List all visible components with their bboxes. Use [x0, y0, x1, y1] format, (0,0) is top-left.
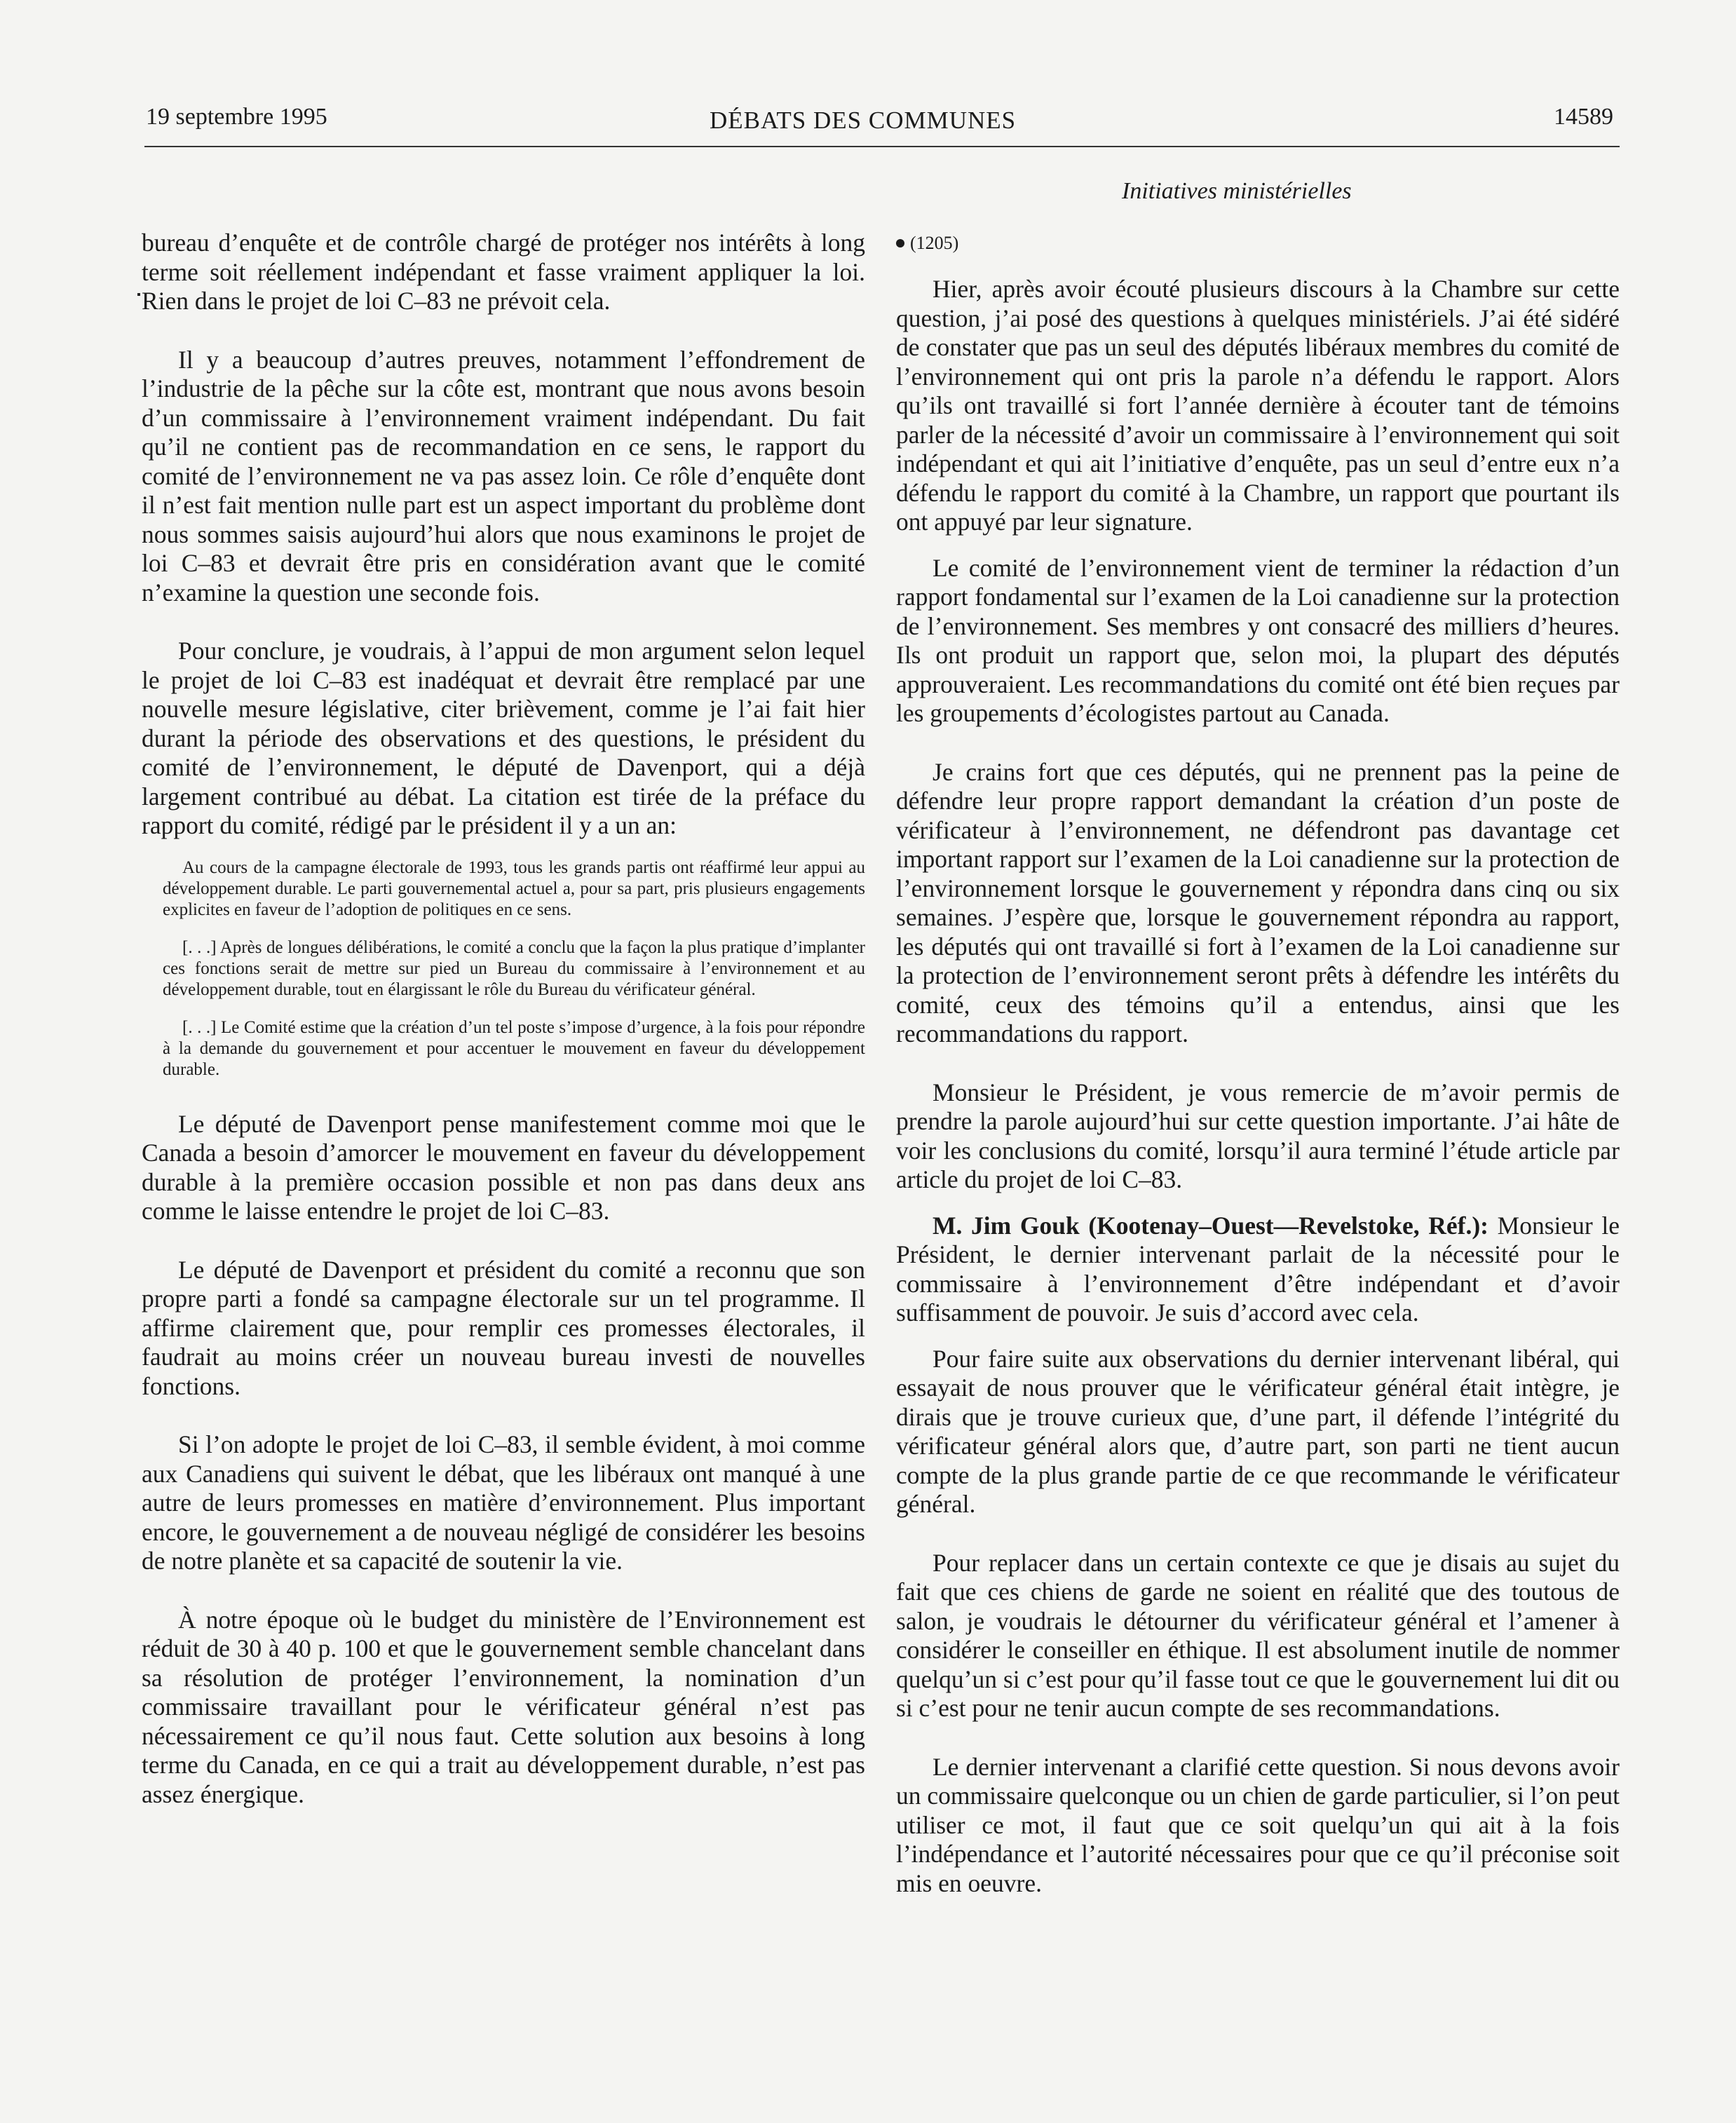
right-paragraph-4: Monsieur le Président, je vous remercie de m’avoir permis de prendre la parole aujourd’hui sur cette question importante. J’ai hâte de voir les conclusions du comité, lorsqu’il aura terminé l’étude article par article du projet de loi C–83. [896, 1078, 1620, 1193]
left-paragraph-1: bureau d’enquête et de contrôle chargé de protéger nos intérêts à long terme soit réellement indépendant et fasse vraiment appliquer la loi. Rien dans le projet de loi C–83 ne prévoit cela. [142, 229, 865, 315]
left-paragraph-4: Le député de Davenport pense manifestement comme moi que le Canada a besoin d’amorcer le mouvement en faveur du développement durable à la première occasion possible et non pas dans deux ans comme le laisse entendre le projet de loi C–83. [142, 1109, 865, 1225]
left-column [142, 229, 865, 1809]
right-paragraph-2: Le comité de l’environnement vient de terminer la rédaction d’un rapport fondamental sur l’examen de la Loi canadienne sur la protection de l’environnement. Ses membres y ont consacré des milliers d’heures. Ils ont produit un rapport que, selon moi, la plupart des députés approuveraient. Les recommandations du comité ont été bien reçues par les groupements d’écologistes partout au Canada. [896, 553, 1620, 727]
header-title: DÉBATS DES COMMUNES [710, 107, 1017, 134]
section-title: Initiatives ministérielles [1122, 178, 1352, 204]
header-page-number: 14589 [1554, 104, 1613, 130]
right-paragraph-1: Hier, après avoir écouté plusieurs discours à la Chambre sur cette question, j’ai posé des questions à quelques ministériels. J’ai été sidéré de constater que pas un seul des députés libéraux membres du comité de l’environnement qui ont pris la parole n’a défendu le rapport. Alors qu’ils ont travaillé si fort l’année dernière à écouter tant de témoins parler de la nécessité d’avoir un commissaire à l’environnement qui soit indépendant et qui ait l’initiative d’enquête, pas un seul d’entre eux n’a défendu le rapport du comité à la Chambre, un rapport que pourtant ils ont appuyé par leur signature. [896, 275, 1620, 536]
right-paragraph-8: Le dernier intervenant a clarifié cette question. Si nous devons avoir un commissaire quelconque ou un chien de garde particulier, si l’on peut utiliser ce mot, il faut que ce soit quelqu’un qui ait à la fois l’indépendance et l’autorité nécessaires pour que ce qu’il préconise soit mis en oeuvre. [896, 1752, 1620, 1897]
quote-paragraph-1: Au cours de la campagne électorale de 1993, tous les grands partis ont réaffirmé leur appui au développement durable. Le parti gouvernemental actuel a, pour sa part, pris plusieurs engagements explicites en faveur de l’adoption de politiques en ce sens. [163, 857, 865, 919]
speaker-paragraph [896, 1212, 1620, 1328]
speaker-text: Monsieur le Président, le dernier intervenant parlait de la nécessité pour le commissaire à l’environnement d’être indépendant et d’avoir suffisamment de pouvoir. Je suis d’accord avec cela. [896, 1211, 1620, 1327]
right-paragraph-6: Pour faire suite aux observations du dernier intervenant libéral, qui essayait de nous prouver que le vérificateur général était intègre, je dirais que je trouve curieux que, d’une part, il défende l’intégrité du vérificateur général alors que, d’autre part, son parti ne tient aucun compte de la plus grande partie de ce que recommande le vérificateur général. [896, 1344, 1620, 1518]
bullet-icon [896, 239, 904, 247]
left-paragraph-7: À notre époque où le budget du ministère de l’Environnement est réduit de 30 à 40 p. 100 et que le gouvernement semble chancelant dans sa résolution de protéger l’environnement, la nomination d’un commissaire travaillant pour le vérificateur général n’est pas nécessairement ce qu’il nous faut. Cette solution aux besoins à long terme du Canada, en ce qui a trait au développement durable, n’est pas assez énergique. [142, 1605, 865, 1808]
header-date: 19 septembre 1995 [146, 104, 327, 130]
time-marker [896, 229, 1620, 258]
scan-speck [137, 293, 140, 296]
left-paragraph-5: Le député de Davenport et président du comité a reconnu que son propre parti a fondé sa campagne électorale sur un tel programme. Il affirme clairement que, pour remplir ces promesses électorales, il faudrait au moins créer un nouveau bureau investi de nouvelles fonctions. [142, 1255, 865, 1400]
time-marker-label: (1205) [910, 233, 959, 254]
speaker-name: M. Jim Gouk (Kootenay–Ouest—Revelstoke, Réf.): [933, 1211, 1489, 1240]
block-quote [142, 857, 865, 1080]
right-column [896, 229, 1620, 1898]
right-paragraph-3: Je crains fort que ces députés, qui ne prennent pas la peine de défendre leur propre rapport demandant la création d’un poste de vérificateur à l’environnement, ne défendront pas davantage cet important rapport sur l’examen de la Loi canadienne sur la protection de l’environnement lorsque le gouvernement y répondra dans cinq ou six semaines. J’espère que, lorsque le gouvernement répondra au rapport, les députés qui ont travaillé si fort à l’examen de la Loi canadienne sur la protection de l’environnement seront prêts à défendre les intérêts du comité, ceux des témoins qu’il a entendus, ainsi que les recommandations du rapport. [896, 757, 1620, 1047]
quote-paragraph-3: [. . .] Le Comité estime que la création d’un tel poste s’impose d’urgence, à la fois pour répondre à la demande du gouvernement et pour accentuer le mouvement en faveur du développement durable. [163, 1017, 865, 1079]
header-rule [144, 146, 1620, 147]
left-paragraph-2: Il y a beaucoup d’autres preuves, notamment l’effondrement de l’industrie de la pêche sur la côte est, montrant que nous avons besoin d’un commissaire à l’environnement vraiment indépendant. Du fait qu’il ne contient pas de recommandation en ce sens, le rapport du comité de l’environnement ne va pas assez loin. Ce rôle d’enquête dont il n’est fait mention nulle part est un aspect important du problème dont nous sommes saisis aujourd’hui alors que nous examinons le projet de loi C–83 et devrait être pris en considération avant que le comité n’examine la question une seconde fois. [142, 345, 865, 606]
left-paragraph-3: Pour conclure, je voudrais, à l’appui de mon argument selon lequel le projet de loi C–83 est inadéquat et devrait être remplacé par une nouvelle mesure législative, citer brièvement, comme je l’ai fait hier durant la période des observations et des questions, le président du comité de l’environnement, le député de Davenport, qui a déjà largement contribué au débat. La citation est tirée de la préface du rapport du comité, rédigé par le président il y a un an: [142, 637, 865, 839]
right-paragraph-7: Pour replacer dans un certain contexte ce que je disais au sujet du fait que ces chiens de garde ne soient en réalité que des toutous de salon, je voudrais le détourner du vérificateur général et l’amener à considérer le conseiller en éthique. Il est absolument inutile de nommer quelqu’un si c’est pour qu’il fasse tout ce que le gouvernement lui dit ou si c’est pour ne tenir aucun compte de ses recommandations. [896, 1548, 1620, 1722]
left-paragraph-6: Si l’on adopte le projet de loi C–83, il semble évident, à moi comme aux Canadiens qui suivent le débat, que les libéraux ont manqué à une autre de leurs promesses en matière d’environnement. Plus important encore, le gouvernement a de nouveau négligé de considérer les besoins de notre planète et sa capacité de soutenir la vie. [142, 1430, 865, 1575]
quote-paragraph-2: [. . .] Après de longues délibérations, le comité a conclu que la façon la plus pratique d’implanter ces fonctions serait de mettre sur pied un Bureau du commissaire à l’environnement et au développement durable, tout en élargissant le rôle du Bureau du vérificateur général. [163, 937, 865, 999]
